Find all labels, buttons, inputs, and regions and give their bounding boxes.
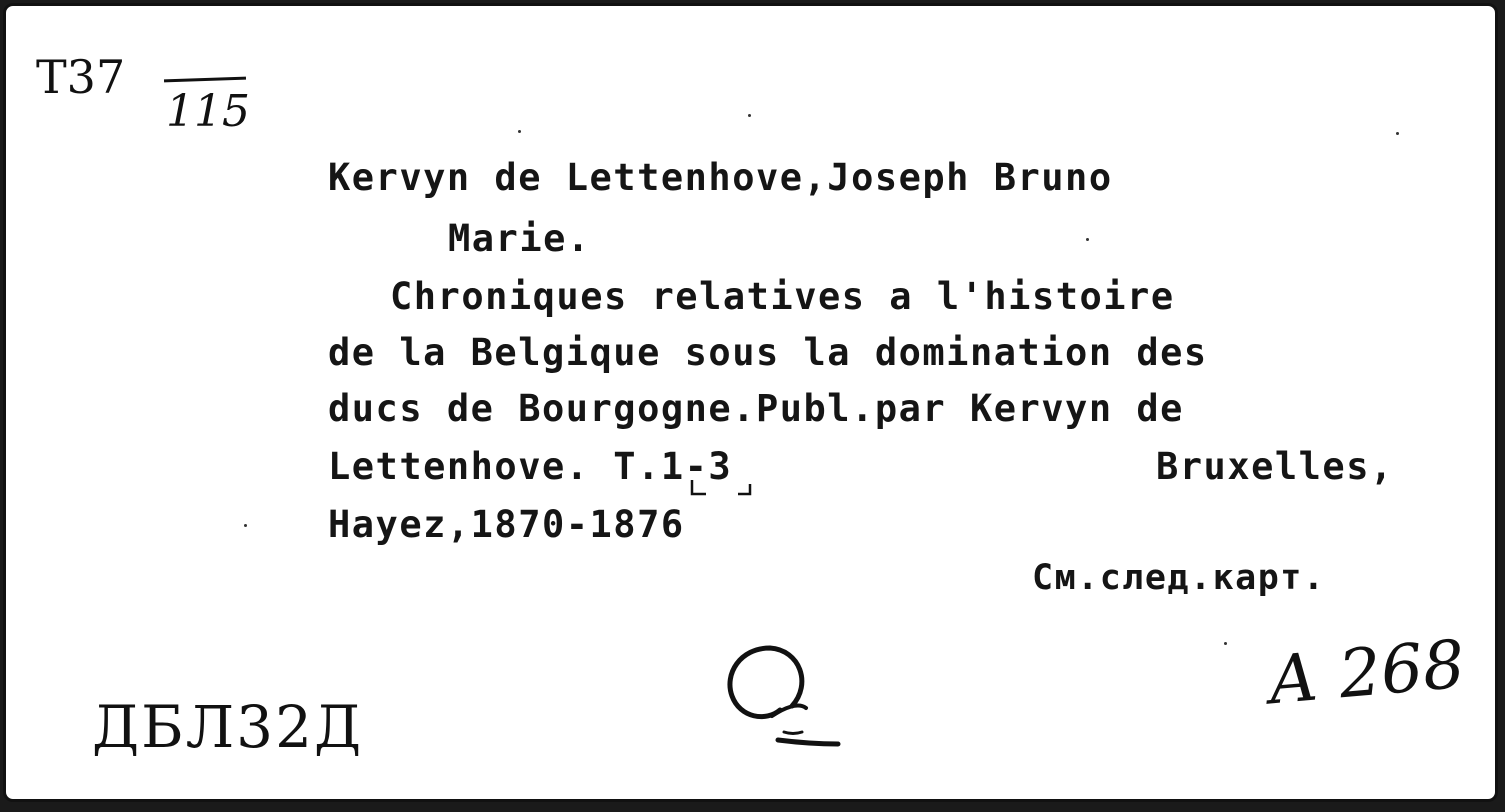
inventory-mark: ДБЛ32Д (92, 693, 364, 761)
scan-speck (1086, 238, 1089, 241)
author-line-continued: Marie. (448, 217, 591, 260)
scan-speck (748, 114, 751, 117)
imprint-place: Bruxelles, (1156, 445, 1394, 488)
catalog-card (3, 3, 1498, 802)
scan-speck (518, 130, 521, 133)
shelf-mark-top: T37 (36, 50, 126, 104)
pencil-bracket-mark (688, 476, 768, 506)
shelf-mark-fraction: 115 (166, 86, 250, 137)
title-line-4: Lettenhove. T.1-3 (328, 445, 733, 488)
title-line-2: de la Belgique sous la domination des (328, 331, 1208, 374)
imprint-line: Hayez,1870-1876 (328, 503, 685, 546)
scan-speck (1396, 132, 1399, 135)
accession-mark: А 268 (1264, 625, 1468, 720)
scan-speck (244, 524, 247, 527)
title-line-1: Chroniques relatives a l'histoire (390, 275, 1175, 318)
scan-speck (1224, 642, 1227, 645)
title-line-3: ducs de Bourgogne.Publ.par Kervyn de (328, 387, 1184, 430)
shelf-mark-rule (164, 77, 246, 83)
continued-note: См.след.карт. (1032, 558, 1326, 598)
library-stamp-mark (714, 636, 844, 756)
author-line: Kervyn de Lettenhove,Joseph Bruno (328, 156, 1113, 199)
